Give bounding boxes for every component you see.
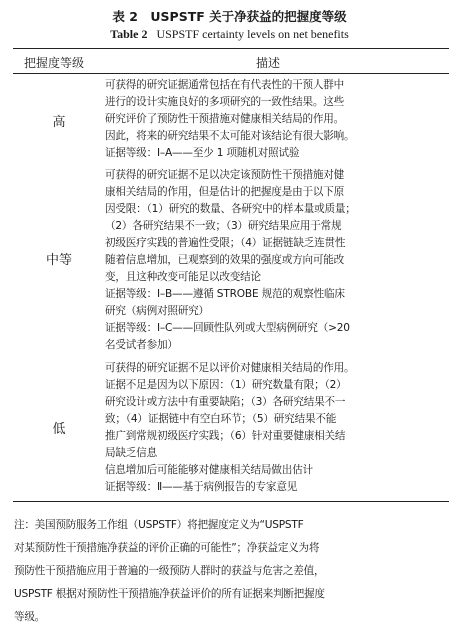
grade-label-low: 低	[52, 422, 66, 437]
description-line: 变，且这种改变可能足以改变结论	[105, 271, 261, 283]
column-header-grade: 把握度等级	[24, 56, 85, 70]
table-number-label: Table 2	[110, 27, 148, 41]
description-line: 可获得的研究证据不足以决定该预防性干预措施对健	[105, 169, 345, 181]
description-line: 可获得的研究证据不足以评价对健康相关结局的作用。	[105, 362, 355, 374]
description-line: 名受试者参加）	[105, 339, 178, 351]
note-line: USPSTF 根据对预防性干预措施净获益评价的所有证据来判断把握度	[14, 588, 325, 600]
description-line: 因此，将来的研究结果不太可能对该结论有很大影响。	[105, 130, 355, 142]
description-high	[105, 77, 445, 162]
note-line: 等级。	[14, 611, 46, 623]
grade-label-moderate: 中等	[45, 253, 72, 268]
table-note	[14, 514, 449, 629]
table-title-chinese: 表 2 USPSTF 关于净获益的把握度等级	[112, 9, 347, 24]
table-header-rule	[13, 73, 449, 74]
description-line: 进行的设计实施良好的多项研究的一致性结果。这些	[105, 96, 345, 108]
grade-label-high: 高	[52, 115, 66, 130]
table-bottom-rule	[13, 501, 449, 502]
description-line: 研究评价了预防性干预措施对健康相关结局的作用。	[105, 113, 345, 125]
table-top-rule	[13, 48, 449, 49]
note-line: 对某预防性干预措施净获益的评价正确的可能性”；净获益定义为将	[14, 542, 320, 554]
description-line: 证据等级：Ⅱ——基于病例报告的专家意见	[105, 481, 298, 493]
description-low	[105, 360, 445, 496]
description-line: 研究（病例对照研究）	[105, 305, 209, 317]
description-line: 证据等级：Ⅰ–A——至少 1 项随机对照试验	[105, 147, 300, 159]
description-line: （2）各研究结果不一致；（3）研究结果应用于常规	[105, 220, 342, 232]
description-line: 证据不足是因为以下原因：（1）研究数量有限；（2）	[105, 379, 347, 391]
description-line: 证据等级：Ⅰ–B——遵循 STROBE 规范的观察性临床	[105, 288, 345, 300]
description-line: 初级医疗实践的普遍性受限；（4）证据链缺乏连贯性	[105, 237, 346, 249]
description-line: 证据等级：Ⅰ–C——回顾性队列或大型病例研究（>20	[105, 322, 350, 334]
note-line: 预防性干预措施应用于普遍的一级预防人群时的获益与危害之差值，	[14, 565, 325, 577]
column-header-description: 描述	[256, 56, 281, 70]
description-moderate	[105, 167, 445, 354]
table-title-english	[0, 27, 459, 42]
description-line: 因受限：（1）研究的数量、各研究中的样本量或质量；	[105, 203, 356, 215]
description-line: 推广到常规初级医疗实践；（6）针对重要健康相关结	[105, 430, 346, 442]
table-title-english-text: USPSTF certainty levels on net benefits	[156, 27, 349, 41]
description-line: 致；（4）证据链中有空白环节；（5）研究结果不能	[105, 413, 337, 425]
description-line: 信息增加后可能能够对健康相关结局做出估计	[105, 464, 313, 476]
description-line: 研究设计或方法中有重要缺陷；（3）各研究结果不一	[105, 396, 346, 408]
description-line: 局缺乏信息	[105, 447, 157, 459]
note-line: 注：美国预防服务工作组（USPSTF）将把握度定义为“USPSTF	[14, 519, 304, 531]
description-line: 可获得的研究证据通常包括在有代表性的干预人群中	[105, 79, 345, 91]
description-line: 康相关结局的作用，但是估计的把握度是由于以下原	[105, 186, 345, 198]
description-line: 随着信息增加，已观察到的效果的强度或方向可能改	[105, 254, 345, 266]
